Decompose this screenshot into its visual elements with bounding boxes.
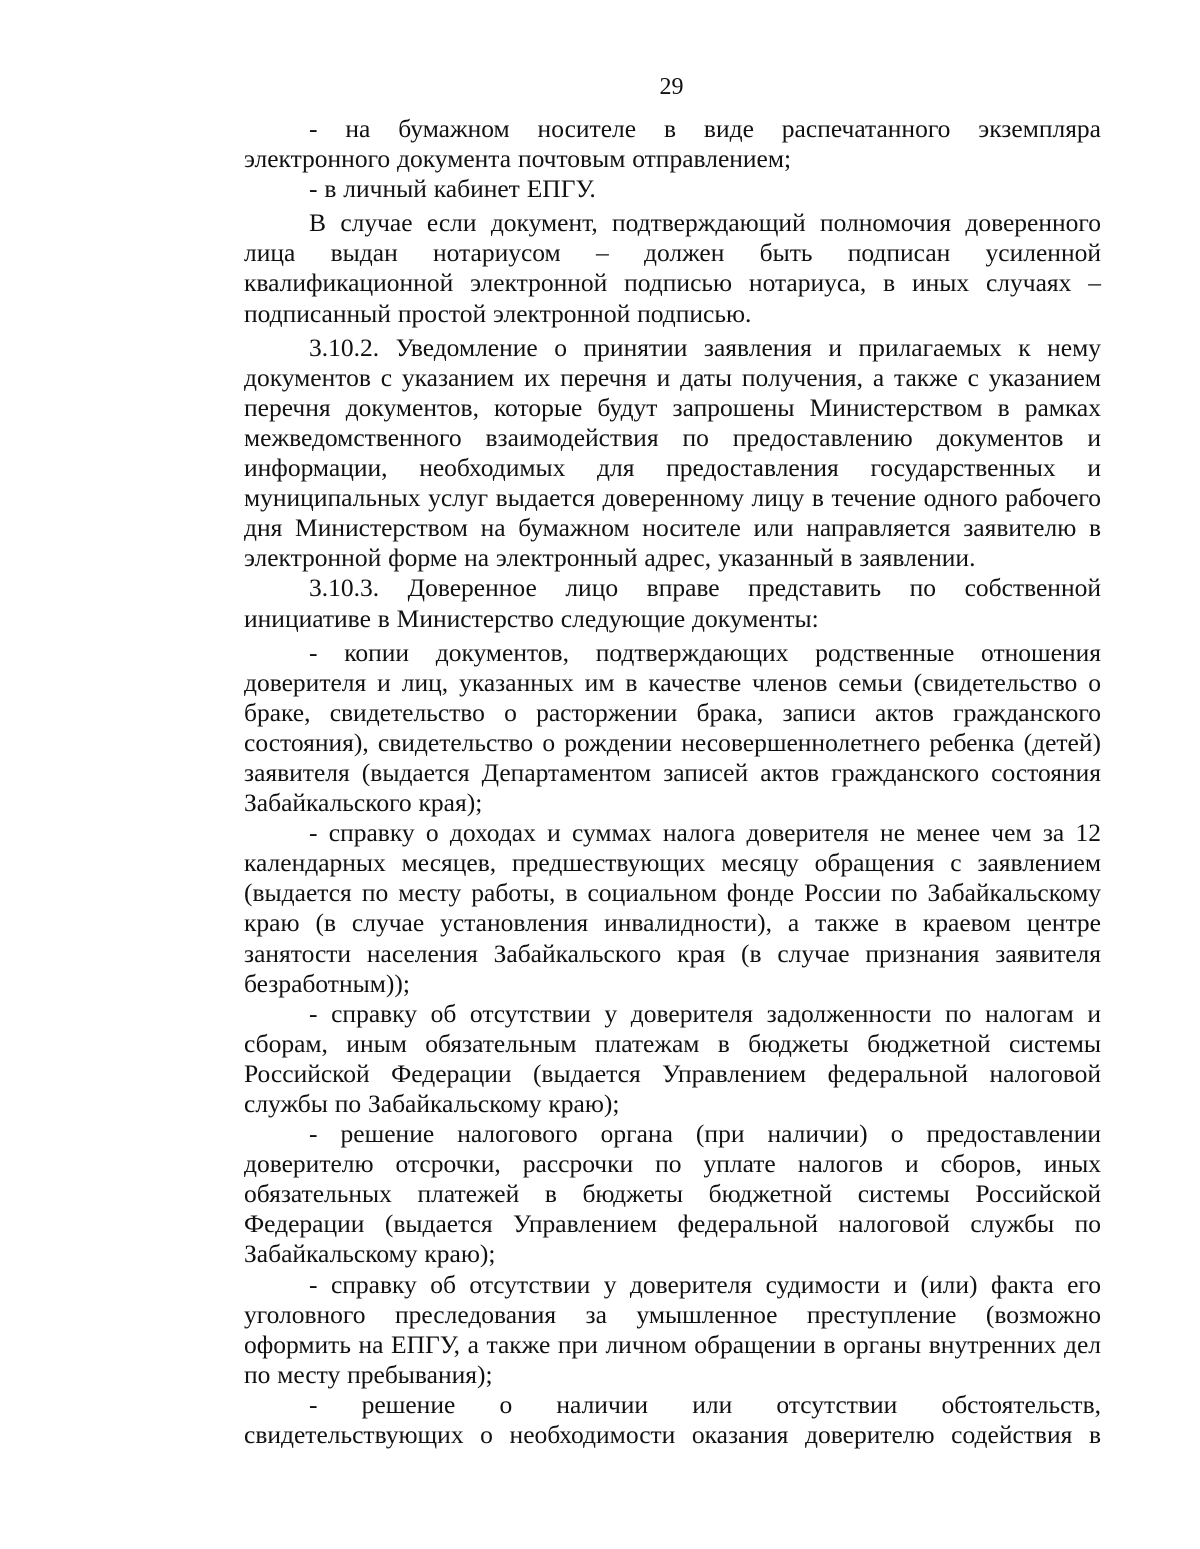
list-item-tax-deferral-decision: - решение налогового органа (при наличии) о предоставлении доверителю отсрочки, рассрочки по уплате налогов и сборов, иных обязательных платежей в бюджеты бюджетной системы Российской Федерации (выдается Управлением федеральной налоговой службы по Забайкальскому краю); [244,1119,1101,1269]
paragraph-delivery-paper: - на бумажном носителе в виде распечатанного экземпляра электронного документа почтовым отправлением; [244,114,1101,174]
list-item-income-certificate: - справку о доходах и суммах налога доверителя не менее чем за 12 календарных месяцев, предшествующих месяцу обращения с заявлением (выдается по месту работы, в социальном фонде России по Забайкальскому краю (в случае установления инвалидности), а также в краевом центре занятости населения Забайкальского края (в случае признания заявителя безработным)); [244,818,1101,998]
paragraph-notary-signature: В случае если документ, подтверждающий полномочия доверенного лица выдан нотариусом – должен быть подписан усиленной квалификационной электронной подписью нотариуса, в иных случаях – подписанный простой электронной подписью. [244,208,1101,328]
page-number: 29 [659,74,684,100]
list-item-tax-debt-certificate: - справку об отсутствии у доверителя задолженности по налогам и сборам, иным обязательным платежам в бюджеты бюджетной системы Российской Федерации (выдается Управлением федеральной налоговой службы по Забайкальскому краю); [244,998,1101,1118]
document-body [244,114,1101,1450]
paragraph-3-10-3: 3.10.3. Доверенное лицо вправе представить по собственной инициативе в Министерство следующие документы: [244,573,1101,633]
list-item-assistance-decision: - решение о наличии или отсутствии обстоятельств, свидетельствующих о необходимости оказания доверителю содействия в [244,1389,1101,1450]
paragraph-3-10-2: 3.10.2. Уведомление о принятии заявления и прилагаемых к нему документов с указанием их перечня и даты получения, а также с указанием перечня документов, которые будут запрошены Министерством в рамках межведомственного взаимодействия по предоставлению документов и информации, необходимых для предоставления государственных и муниципальных услуг выдается доверенному лицу в течение одного рабочего дня Министерством на бумажном носителе или направляется заявителю в электронной форме на электронный адрес, указанный в заявлении. [244,332,1101,573]
paragraph-delivery-epgu: - в личный кабинет ЕПГУ. [309,174,596,204]
list-item-criminal-record-certificate: - справку об отсутствии у доверителя судимости и (или) факта его уголовного преследования за умышленное преступление (возможно оформить на ЕПГУ, а также при личном обращении в органы внутренних дел по месту пребывания); [244,1269,1101,1389]
list-item-family-documents: - копии документов, подтверждающих родственные отношения доверителя и лиц, указанных им в качестве членов семьи (свидетельство о браке, свидетельство о расторжении брака, записи актов гражданского состояния), свидетельство о рождении несовершеннолетнего ребенка (детей) заявителя (выдается Департаментом записей актов гражданского состояния Забайкальского края); [244,637,1101,818]
